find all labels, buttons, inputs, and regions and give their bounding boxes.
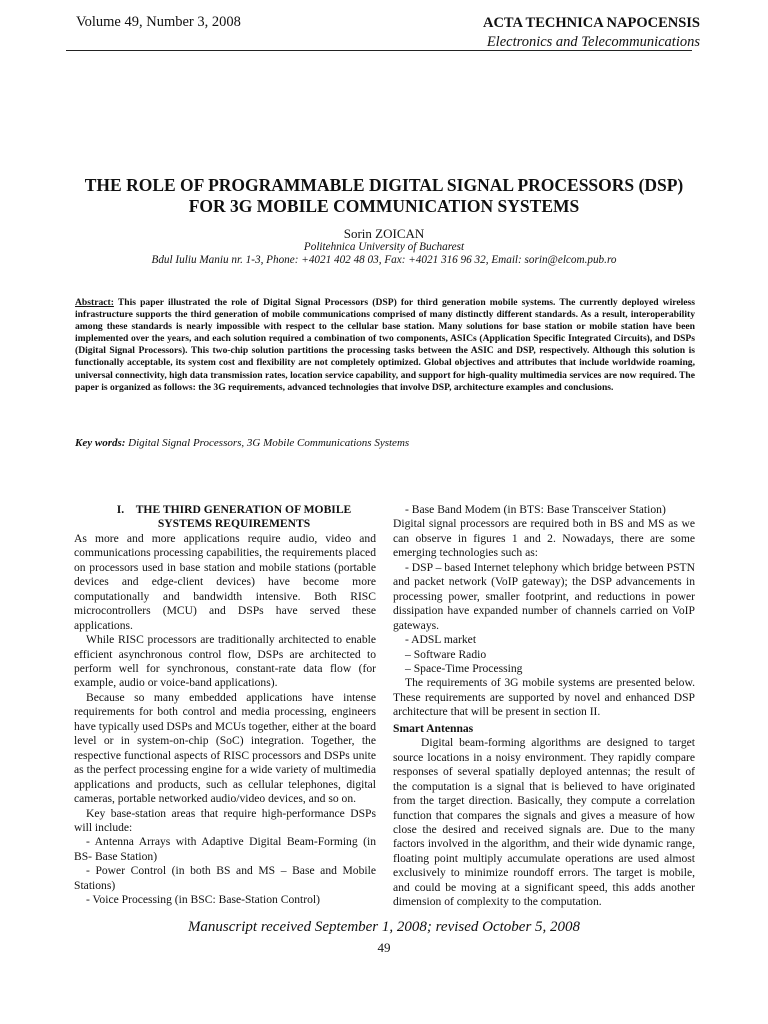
section-heading-2: SYSTEMS REQUIREMENTS	[157, 517, 311, 531]
journal-name: ACTA TECHNICA NAPOCENSIS	[482, 15, 700, 31]
page-number: 49	[377, 940, 391, 955]
list-item: - Antenna Arrays with Adaptive Digital Beam-Forming (in BS- Base Station)	[74, 835, 376, 863]
list-item: - ADSL market	[405, 633, 477, 647]
right-column	[393, 503, 695, 910]
author-address: Bdul Iuliu Maniu nr. 1-3, Phone: +4021 402 48 03, Fax: +4021 316 96 32, Email: sorin@elcom.pub.ro	[151, 254, 617, 266]
list-item: - Power Control (in both BS and MS – Base and Mobile Stations)	[74, 864, 376, 892]
paper-title	[60, 175, 708, 217]
keywords	[75, 437, 695, 449]
section-heading-1: I. THE THIRD GENERATION OF MOBILE	[116, 503, 352, 516]
paragraph: The requirements of 3G mobile systems are presented below. These requirements are supported by novel and enhanced DSP architecture that will be present in section II.	[393, 676, 695, 719]
keywords-label: Key words:	[75, 437, 126, 449]
paragraph: While RISC processors are traditionally architected to enable efficient asynchronous control flow, DSPs are architected to perform well for synchronous, constant-rate data flow (for example, audio or voice-band applications).	[74, 633, 376, 690]
paragraph: - DSP – based Internet telephony which bridge between PSTN and packet network (VoIP gateway); the DSP advancements in processing power, smaller footprint, and reductions in power dissipation have expanded number of channels carried on VoIP gateways.	[393, 560, 695, 632]
list-item: - Voice Processing (in BSC: Base-Station Control)	[86, 893, 321, 907]
journal-subtitle: Electronics and Telecommunications	[486, 34, 700, 50]
manuscript-note: Manuscript received September 1, 2008; revised October 5, 2008	[187, 919, 581, 935]
paragraph: Digital beam-forming algorithms are designed to target source locations in a noisy environment. They rapidly compare responses of several spatially deployed antennas; the result of the computation is a signal that is believed to have originated from the target direction. Basically, they compute a correlation function that compares the signals and gives a measure of how close the desired and received signals are. Due to the many factors involved in the algorithm, and their wide dynamic range, floating point multiply accumulate operations are used almost exclusively to minimize roundoff errors. The target is mobile, and could be moving at a significant speed, this adds another dimension of complexity to the computation.	[393, 736, 695, 909]
author-name: Sorin ZOICAN	[343, 226, 425, 241]
journal-volume: Volume 49, Number 3, 2008	[76, 14, 241, 30]
keywords-text: Digital Signal Processors, 3G Mobile Communications Systems	[128, 437, 410, 449]
abstract-label: Abstract:	[75, 297, 114, 308]
abstract-text: This paper illustrated the role of Digital Signal Processors (DSP) for third generation mobile systems. The currently deployed wireless infrastructure supports the third generation of mobile communications comprised of many distinctly different standards. As a result, interoperability among these standards is nearly impossible with respect to the cellular base station. Many solutions for base station or mobile station have been implemented over the years, and each solution required a combination of two components, ASICs (Application Specific Integrated Circuits), and DSPs (Digital Signal Processors). This two-chip solution partitions the processing tasks between the ASIC and DSP, respectively. Although this solution is functionally acceptable, its system cost and flexibility are not completely optimized. Global objectives and attributes that include worldwide roaming, universal connectivity, high data transmission rates, location service capability, and support for high-quality multimedia services are now required. The paper is organized as follows: the 3G requirements, advanced technologies that involve DSP, architecture examples and conclusions.	[75, 297, 695, 393]
header-rule	[66, 50, 692, 51]
abstract	[75, 297, 695, 394]
paragraph: Digital signal processors are required both in BS and MS as we can observe in figures 1 and 2. Nowadays, there are some emerging technologies such as:	[393, 517, 695, 560]
subsection-heading: Smart Antennas	[393, 721, 474, 735]
list-item: - Base Band Modem (in BTS: Base Transceiver Station)	[405, 503, 666, 516]
list-item: – Software Radio	[405, 647, 487, 661]
title-line-2: FOR 3G MOBILE COMMUNICATION SYSTEMS	[188, 196, 580, 216]
paragraph: As more and more applications require audio, video and communications processing capabilities, the requirements placed on processors used in base station and mobile stations (portable devices and edge-client devices) have become more computationally and bandwidth intensive. Both RISC microcontrollers (MCU) and DSPs have served these applications.	[74, 531, 376, 632]
left-column	[74, 503, 376, 908]
list-item: – Space-Time Processing	[405, 661, 523, 675]
paragraph: Key base-station areas that require high-performance DSPs will include:	[74, 806, 376, 834]
paragraph: Because so many embedded applications have intense requirements for both control and media processing, engineers have typically used DSPs and MCUs together, either at the board level or in system-on-chip (SoC) integration. Together, the respective functional aspects of RISC processors and DSPs unite as the perfect processing engine for a wide variety of multimedia applications and products, such as cellular telephones, digital cameras, portable networked audio/video devices, and so on.	[74, 690, 376, 806]
journal-header	[483, 14, 700, 52]
author-affiliation: Politehnica University of Bucharest	[303, 241, 465, 253]
title-line-1: THE ROLE OF PROGRAMMABLE DIGITAL SIGNAL PROCESSORS (DSP)	[84, 175, 684, 195]
